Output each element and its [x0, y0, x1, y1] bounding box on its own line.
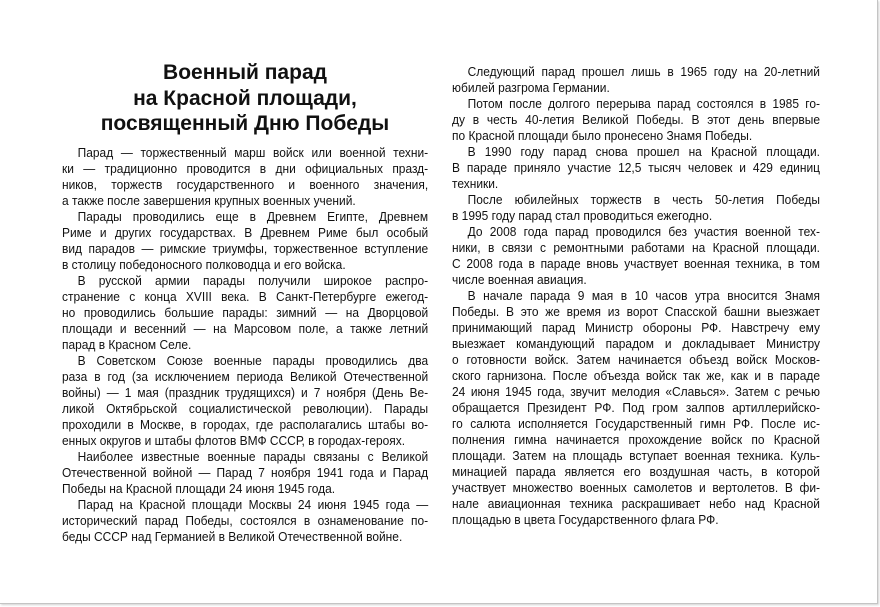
text-line: Отечественной войной — Парад 7 ноября 1941 года и Парад — [62, 465, 429, 480]
text-line: Парады проводились еще в Древнем Египте, Древнем — [77, 209, 429, 224]
text-line: Наиболее известные военные парады связаны с Великой — [77, 449, 429, 464]
text-line: Следующий парад прошел лишь в 1965 году на 20-летний — [467, 64, 820, 79]
text-line: ду в честь 40-летия Великой Победы. В этот день впервые — [452, 112, 820, 127]
text-line: С 2008 года в параде вновь участвует военная техника, в том — [452, 256, 820, 271]
paragraph — [452, 192, 820, 224]
title-line: на Красной площади, — [133, 86, 357, 110]
text-line: юбилей разгрома Германии. — [452, 80, 610, 95]
left-column — [62, 145, 428, 545]
text-line: площадью в цвета Государственного флага РФ. — [452, 512, 719, 527]
text-line: проходили в Москве, в городах, где располагались штабы во- — [62, 417, 429, 432]
text-line: а также после завершения крупных военных учений. — [62, 193, 356, 208]
text-line: но проводились большие парады: зимний — на Дворцовой — [62, 305, 429, 320]
text-line: принимающий парад Министр обороны РФ. Навстречу ему — [452, 320, 820, 335]
text-line: Победы на Красной площади 24 июня 1945 года. — [62, 481, 336, 496]
text-line: по Красной площади было пронесено Знамя Победы. — [452, 128, 753, 143]
text-line: исторический парад Победы, состоялся в ознаменование по- — [62, 513, 429, 528]
text-line: раза в год (за исключением периода Великой Отечественной — [62, 369, 429, 384]
text-line: числе военная авиация. — [452, 272, 587, 287]
text-line: парад в Красном Селе. — [62, 337, 192, 352]
paragraph — [62, 353, 428, 449]
paragraph — [452, 64, 820, 96]
text-line: техники. — [452, 176, 499, 191]
text-line: Парад — торжественный марш войск или военной техни- — [77, 145, 429, 160]
text-line: Потом после долгого перерыва парад состоялся в 1985 го- — [467, 96, 820, 111]
text-line: в столицу победоносного полководца и его войска. — [62, 257, 346, 272]
text-line: енных округов и штабы флотов ВМФ СССР, в городах-героях. — [62, 433, 406, 448]
text-line: беды СССР над Германией в Великой Отечественной войне. — [62, 529, 403, 544]
text-line: ников, торжеств государственного и военного значения, — [62, 177, 429, 192]
paragraph — [62, 273, 428, 353]
paragraph — [452, 224, 820, 288]
text-line: В начале парада 9 мая в 10 часов утра вносится Знамя — [467, 288, 820, 303]
text-line: минацией парада является его воздушная часть, в которой — [452, 464, 820, 479]
text-line: Парад на Красной площади Москвы 24 июня 1945 года — — [77, 497, 429, 512]
text-line: В параде приняло участие 12,5 тысяч человек и 429 единиц — [452, 160, 820, 175]
title-line: Военный парад — [163, 61, 327, 84]
text-line: В русской армии парады получили широкое распро- — [77, 273, 429, 288]
paragraph — [452, 288, 820, 528]
text-line: 24 июня 1945 года, звучит мелодия «Славься». Затем с речью — [452, 384, 820, 399]
paragraph — [452, 96, 820, 144]
text-line: полнения гимна начинается прохождение войск по Красной — [452, 432, 820, 447]
text-line: В Советском Союзе военные парады проводились два — [77, 353, 429, 368]
text-line: нале авиационная техника раскрашивает небо над Красной — [452, 496, 820, 511]
text-line: о готовности войск. Затем начинается объезд войск Москов- — [452, 352, 820, 367]
text-line: в 1995 году парад стал проводиться ежегодно. — [452, 208, 713, 223]
text-line: После юбилейных торжеств в честь 50-летия Победы — [467, 192, 820, 207]
text-line: го салюта исполняется Государственный гимн РФ. После ис- — [452, 416, 820, 431]
paragraph — [62, 449, 428, 497]
text-line: До 2008 года парад проводился без участия военной тех- — [467, 224, 820, 239]
text-line: обращается Президент РФ. Под гром залпов артиллерийско- — [452, 400, 820, 415]
right-column — [452, 64, 820, 528]
text-line: ки — традиционно проводится в дни официальных празд- — [62, 161, 429, 176]
text-line: войны) — 1 мая (праздник трудящихся) и 7 ноября (День Ве- — [62, 385, 429, 400]
text-line: ского гарнизона. После объезда войск так же, как и в параде — [452, 368, 820, 383]
paragraph — [452, 144, 820, 192]
text-line: странение с конца XVIII века. В Санкт-Петербурге ежегод- — [62, 289, 429, 304]
paragraph — [62, 497, 428, 545]
text-line: площади и весенний — на Марсовом поле, а также летний — [62, 321, 429, 336]
text-line: Риме и других государствах. В Древнем Риме был особый — [62, 225, 429, 240]
text-line: выезжает командующий парадом и докладывает Министру — [452, 336, 820, 351]
title-line: посвященный Дню Победы — [100, 112, 390, 135]
text-line: ликой Октябрьской социалистической революции). Парады — [62, 401, 429, 416]
page-title — [62, 60, 428, 137]
text-line: вид парадов — римские триумфы, торжественное вступление — [62, 241, 429, 256]
text-line: Победы. В это же время из ворот Спасской башни выезжает — [452, 304, 820, 319]
paragraph — [62, 209, 428, 273]
paragraph — [62, 145, 428, 209]
text-line: участвует множество военных самолетов и вертолетов. В фи- — [452, 480, 820, 495]
text-line: ники, в связи с ремонтными работами на Красной площади. — [452, 240, 820, 255]
text-line: площади. Затем на площадь вступает военная техника. Куль- — [452, 448, 820, 463]
text-line: В 1990 году парад снова прошел на Красной площади. — [467, 144, 820, 159]
